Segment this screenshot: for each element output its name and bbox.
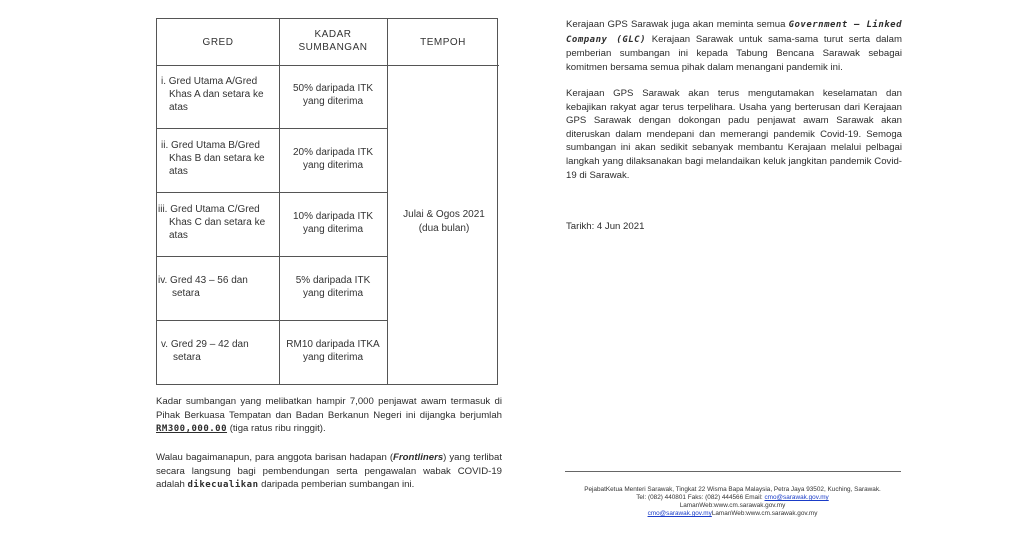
contribution-amount-text: Kadar sumbangan yang melibatkan hampir 7,000 penjawat awam termasuk di Pihak Berkuasa Tempatan dan Badan Berkanun Negeri ini dijangka berjumlah xyxy=(156,396,502,421)
footer-email-link[interactable]: cmo@sarawak.gov.my xyxy=(764,494,829,501)
glc-paragraph xyxy=(566,18,902,74)
row-4-rate-line2: yang diterima xyxy=(302,288,364,299)
contribution-rate-table xyxy=(156,18,498,385)
frontliners-term: Frontliners xyxy=(393,452,444,463)
column-divider xyxy=(387,19,388,384)
row-5-grade-line1: v. Gred 29 – 42 dan xyxy=(161,339,249,350)
row-4-rate-line1: 5% daripada ITK xyxy=(295,275,371,286)
header-grade: GRED xyxy=(202,37,234,48)
row-1-rate-line1: 50% daripada ITK xyxy=(292,83,374,94)
date-line: Tarikh: 4 Jun 2021 xyxy=(566,221,645,232)
row-divider xyxy=(157,320,387,321)
row-4-rate xyxy=(281,274,385,300)
footer-website: LamanWeb:www.cm.sarawak.gov.my xyxy=(679,502,786,509)
frontliners-text-b: ) yang terlibat secara langsung bagi pembendungan serta pengawalan wabak COVID-19 adalah xyxy=(156,452,503,491)
period-line2: (dua bulan) xyxy=(418,223,470,234)
row-divider xyxy=(157,256,387,257)
row-2-grade-line1: ii. Gred Utama B/Gred xyxy=(161,140,260,151)
row-1-grade-line3: atas xyxy=(169,102,188,113)
frontliners-text-a: Walau bagaimanapun, para anggota barisan hadapan ( xyxy=(156,452,394,463)
row-3-grade-line2: Khas C dan setara ke xyxy=(169,217,266,228)
welfare-paragraph: Kerajaan GPS Sarawak akan terus mengutamakan keselamatan dan kebajikan rakyat agar terus terpelihara. Usaha yang berterusan dari Kerajaan GPS Sarawak dengan dokongan padu penjawat awam Sarawak akan diteruskan dalam mendepani dan memerangi pandemik Covid-19. Semoga sumbangan ini akan sedikit sebanyak membantu Kerajaan melalui pelbagai langkah yang dilaksanakan bagi melandaikan keluk jangkitan pandemik Covid-19 di Sarawak. xyxy=(566,88,902,181)
row-2-grade-line3: atas xyxy=(169,166,188,177)
row-3-rate xyxy=(281,210,385,236)
row-4-grade-line2: setara xyxy=(172,288,200,299)
row-divider xyxy=(157,192,387,193)
header-rate-line1: KADAR xyxy=(314,29,352,40)
row-1-rate-line2: yang diterima xyxy=(302,96,364,107)
header-rate-line2: SUMBANGAN xyxy=(298,42,368,53)
footer-divider xyxy=(565,471,901,472)
contribution-amount-paragraph xyxy=(156,395,502,437)
row-2-rate-line2: yang diterima xyxy=(302,160,364,171)
row-4-grade xyxy=(158,274,276,300)
row-2-grade xyxy=(161,139,279,178)
footer-address: PejabatKetua Menteri Sarawak, Tingkat 22 Wisma Bapa Malaysia, Petra Jaya 93502, Kuching, Sarawak. xyxy=(584,486,881,493)
row-3-rate-line1: 10% daripada ITK xyxy=(292,211,374,222)
footer-phone-fax: Tel: (082) 440801 Faks: (082) 444566 Email: xyxy=(636,494,765,501)
row-1-rate xyxy=(281,82,385,108)
row-4-grade-line1: iv. Gred 43 – 56 dan xyxy=(158,275,248,286)
row-2-grade-line2: Khas B dan setara ke xyxy=(169,153,265,164)
row-divider xyxy=(157,128,387,129)
frontliners-paragraph xyxy=(156,451,502,493)
total-amount: RM300,000.00 xyxy=(156,424,228,435)
row-1-grade-line2: Khas A dan setara ke xyxy=(169,89,264,100)
row-2-rate-line1: 20% daripada ITK xyxy=(292,147,374,158)
header-rate xyxy=(279,28,387,54)
footer-website-2: LamanWeb:www.cm.sarawak.gov.my xyxy=(711,510,818,517)
row-5-grade xyxy=(161,338,279,364)
header-period: TEMPOH xyxy=(420,37,466,48)
row-1-grade xyxy=(161,75,279,114)
header-divider xyxy=(157,65,499,66)
row-5-rate xyxy=(281,338,385,364)
glc-term: Government – Linked Company (GLC) xyxy=(566,20,903,45)
excluded-term: dikecualikan xyxy=(187,480,259,491)
row-5-grade-line2: setara xyxy=(173,352,201,363)
glc-text-b: Kerajaan Sarawak untuk sama-sama turut serta dalam pemberian sumbangan ini kepada Tabung Bencana Sarawak sebagai komitmen bersama semua pihak dalam menangani pandemik ini. xyxy=(566,33,902,73)
column-divider xyxy=(279,19,280,384)
row-5-rate-line1: RM10 daripada ITKA xyxy=(286,339,380,350)
row-2-rate xyxy=(281,146,385,172)
row-3-rate-line2: yang diterima xyxy=(302,224,364,235)
footer-links xyxy=(560,509,905,518)
row-3-grade-line3: atas xyxy=(169,230,188,241)
row-3-grade-line1: iii. Gred Utama C/Gred xyxy=(158,204,260,215)
period-cell xyxy=(389,208,499,236)
footer-email-link-2[interactable]: cmo@sarawak.gov.my xyxy=(647,510,712,517)
row-1-grade-line1: i. Gred Utama A/Gred xyxy=(161,76,258,87)
amount-in-words: (tiga ratus ribu ringgit). xyxy=(227,423,326,435)
period-line1: Julai & Ogos 2021 xyxy=(403,209,485,220)
glc-text-a: Kerajaan GPS Sarawak juga akan meminta semua xyxy=(566,19,789,30)
frontliners-text-c: daripada pemberian sumbangan ini. xyxy=(258,479,415,491)
row-5-rate-line2: yang diterima xyxy=(302,352,364,363)
row-3-grade xyxy=(158,203,276,242)
